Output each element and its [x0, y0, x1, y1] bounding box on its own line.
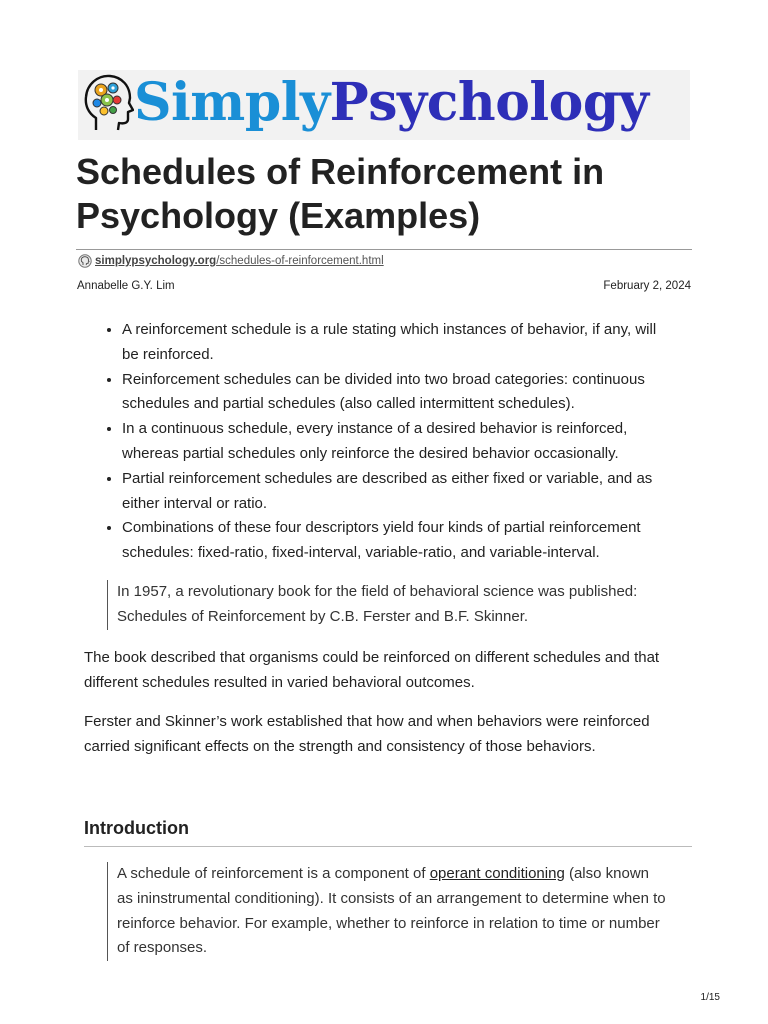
key-point-item — [122, 318, 702, 368]
paragraph-line: different schedules resulted in varied behavioral outcomes. — [84, 673, 475, 691]
source-domain-link[interactable]: simplypsychology.org — [95, 255, 217, 267]
quote-text: (also known — [564, 865, 650, 882]
key-point-text: schedules and partial schedules (also called intermittent schedules). — [122, 395, 575, 413]
brand-simply: Simply — [134, 72, 330, 133]
page-title — [76, 150, 696, 238]
page-number: 1/15 — [700, 992, 720, 1003]
key-point-text: be reinforced. — [122, 345, 214, 363]
operant-conditioning-link[interactable]: operant conditioning — [429, 865, 565, 882]
key-points-list — [104, 318, 702, 566]
source-path-link[interactable]: /schedules-of-reinforcement.html — [216, 255, 384, 267]
key-point-item — [122, 417, 702, 467]
head-gears-icon — [82, 72, 134, 134]
title-divider — [76, 249, 692, 250]
author-name: Annabelle G.Y. Lim — [77, 280, 175, 292]
intro-blockquote — [107, 862, 692, 961]
brand-psychology: Psychology — [329, 72, 649, 133]
key-point-text: In a continuous schedule, every instance of a desired behavior is reinforced, — [122, 420, 628, 438]
title-line-1: Schedules of Reinforcement in — [76, 151, 605, 192]
key-point-text: Reinforcement schedules can be divided into two broad categories: continuous — [122, 370, 645, 388]
key-point-text: A reinforcement schedule is a rule stating which instances of behavior, if any, will — [122, 321, 657, 338]
body-paragraph — [84, 646, 694, 696]
key-point-text: Partial reinforcement schedules are described as either fixed or variable, and as — [122, 469, 653, 487]
paragraph-line: The book described that organisms could be reinforced on different schedules and that — [84, 649, 660, 666]
quote-text: A schedule of reinforcement is a component of — [117, 865, 430, 882]
key-point-text: whereas partial schedules only reinforce the desired behavior occasionally. — [122, 444, 619, 462]
section-divider — [84, 846, 692, 847]
body-paragraph — [84, 710, 694, 760]
quote-text: of responses. — [117, 939, 208, 957]
key-point-item — [122, 516, 702, 566]
key-point-text: either interval or ratio. — [122, 494, 268, 512]
site-favicon-icon — [78, 254, 92, 268]
key-point-item — [122, 368, 702, 418]
key-point-text: schedules: fixed-ratio, fixed-interval, variable-ratio, and variable-interval. — [122, 544, 600, 562]
key-point-item — [122, 467, 702, 517]
publish-date: February 2, 2024 — [603, 280, 691, 292]
key-point-text: Combinations of these four descriptors yield four kinds of partial reinforcement — [122, 519, 641, 537]
paragraph-line: carried significant effects on the strength and consistency of those behaviors. — [84, 737, 596, 755]
site-logo[interactable] — [78, 70, 690, 140]
history-blockquote — [107, 580, 637, 630]
paragraph-line: Ferster and Skinner’s work established that how and when behaviors were reinforced — [84, 713, 650, 730]
quote-text: Schedules of Reinforcement by C.B. Ferster and B.F. Skinner. — [117, 607, 529, 625]
quote-text: reinforce behavior. For example, whether to reinforce in relation to time or number — [117, 914, 660, 932]
quote-text: as ininstrumental conditioning). It consists of an arrangement to determine when to — [117, 889, 666, 907]
source-url[interactable] — [78, 254, 384, 268]
title-line-2: Psychology (Examples) — [76, 195, 481, 236]
brand-wordmark — [134, 68, 648, 138]
section-heading-introduction: Introduction — [84, 818, 189, 838]
quote-text: In 1957, a revolutionary book for the field of behavioral science was published: — [117, 583, 638, 600]
